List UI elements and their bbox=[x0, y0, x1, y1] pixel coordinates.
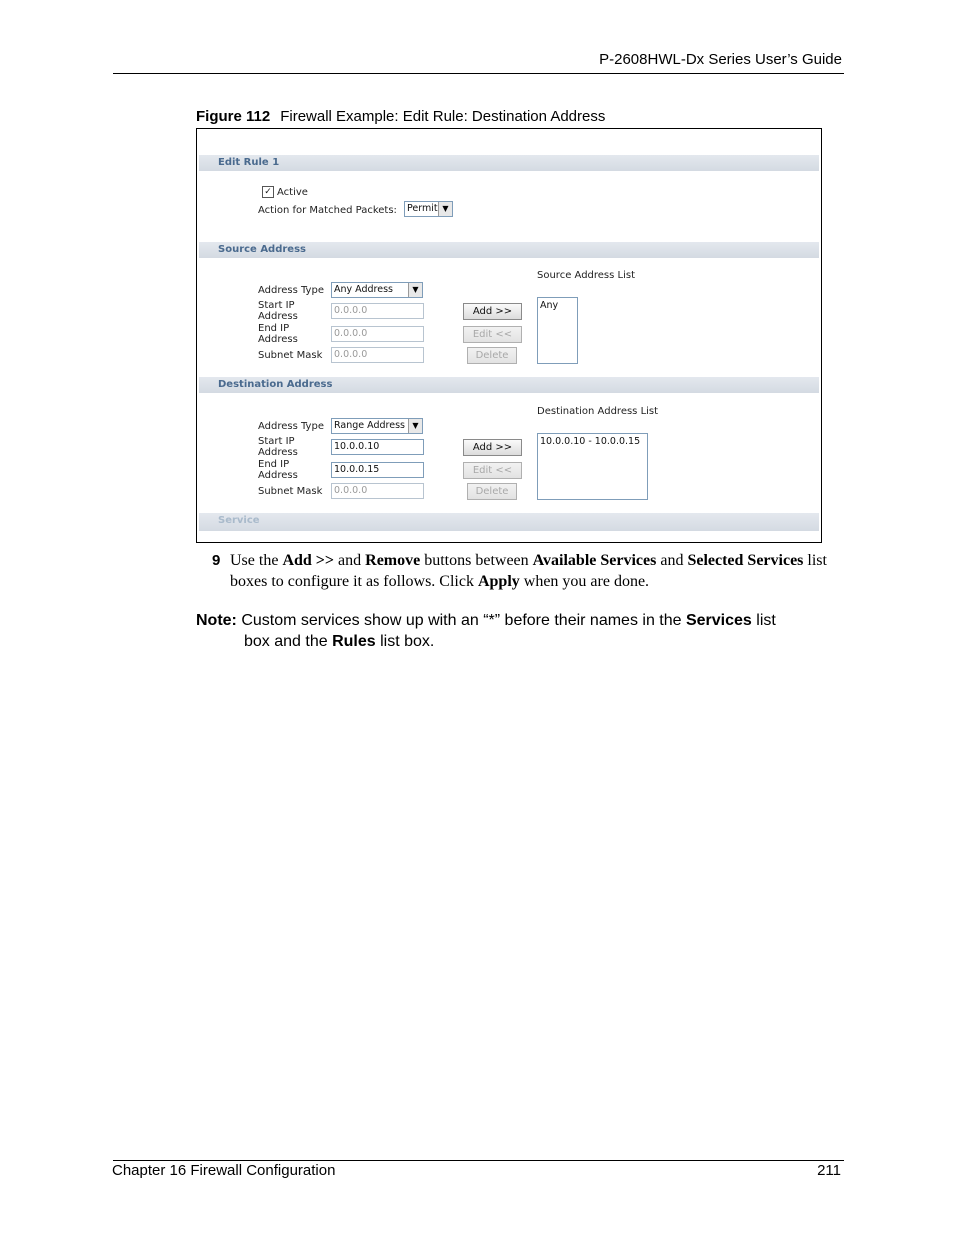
chevron-down-icon: ▼ bbox=[408, 283, 422, 297]
destination-end-ip-label-line1: End IP bbox=[258, 459, 290, 470]
step-text-part: when you are done. bbox=[519, 573, 650, 590]
step-bold-add: Add >> bbox=[282, 552, 335, 569]
source-end-ip-label-line2: Address bbox=[258, 334, 298, 345]
active-label: Active bbox=[277, 187, 308, 198]
step-text-part: and bbox=[656, 552, 688, 569]
source-start-ip-label bbox=[258, 300, 298, 322]
destination-address-type-select[interactable] bbox=[331, 418, 423, 434]
note-bold-services: Services bbox=[685, 612, 752, 629]
list-item[interactable]: 10.0.0.10 - 10.0.0.15 bbox=[540, 436, 641, 447]
chevron-down-icon: ▼ bbox=[438, 202, 452, 216]
footer-chapter: Chapter 16 Firewall Configuration bbox=[112, 1162, 336, 1179]
footer-rule bbox=[113, 1160, 844, 1161]
chevron-down-icon: ▼ bbox=[408, 419, 422, 433]
source-start-ip-label-line2: Address bbox=[258, 311, 298, 322]
destination-address-type-label: Address Type bbox=[258, 421, 324, 432]
destination-start-ip-label-line1: Start IP bbox=[258, 436, 295, 447]
destination-address-heading: Destination Address bbox=[199, 377, 819, 393]
note-bold-rules: Rules bbox=[332, 633, 376, 650]
source-address-list[interactable] bbox=[537, 297, 578, 364]
source-end-ip-input[interactable]: 0.0.0.0 bbox=[331, 326, 424, 342]
destination-end-ip-input[interactable]: 10.0.0.15 bbox=[331, 462, 424, 478]
destination-edit-button[interactable]: Edit << bbox=[463, 462, 522, 479]
page-number: 211 bbox=[817, 1162, 841, 1179]
note-text-part: box and the bbox=[244, 633, 333, 650]
note-text-part: list bbox=[751, 612, 776, 629]
list-item[interactable]: Any bbox=[540, 300, 559, 311]
destination-address-list[interactable] bbox=[537, 433, 648, 500]
source-start-ip-input[interactable]: 0.0.0.0 bbox=[331, 303, 424, 319]
source-address-list-label: Source Address List bbox=[537, 270, 636, 281]
source-end-ip-label bbox=[258, 323, 298, 345]
running-header: P-2608HWL-Dx Series User’s Guide bbox=[599, 51, 842, 68]
step-text-part: buttons between bbox=[420, 552, 533, 569]
edit-rule-heading: Edit Rule 1 bbox=[199, 155, 819, 171]
destination-start-ip-label-line2: Address bbox=[258, 447, 298, 458]
step-text-part: and bbox=[334, 552, 366, 569]
action-select-value: Permit bbox=[407, 203, 438, 214]
note-text-part: list box. bbox=[375, 633, 435, 650]
destination-start-ip-label bbox=[258, 436, 298, 458]
source-address-heading: Source Address bbox=[199, 242, 819, 258]
note-label: Note: bbox=[196, 612, 237, 629]
destination-end-ip-label bbox=[258, 459, 298, 481]
destination-delete-button[interactable]: Delete bbox=[467, 483, 517, 500]
step-bold-available-services: Available Services bbox=[532, 552, 657, 569]
source-end-ip-label-line1: End IP bbox=[258, 323, 290, 334]
destination-subnet-mask-label: Subnet Mask bbox=[258, 486, 323, 497]
step-bold-apply: Apply bbox=[477, 573, 520, 590]
note-line-1 bbox=[196, 610, 836, 631]
step-instruction bbox=[230, 550, 842, 592]
note-paragraph bbox=[196, 610, 836, 652]
step-bold-selected-services: Selected Services bbox=[687, 552, 804, 569]
step-text-part: list boxes to configure it as follows. Click bbox=[230, 552, 827, 590]
action-label: Action for Matched Packets: bbox=[258, 205, 397, 216]
source-address-type-label: Address Type bbox=[258, 285, 324, 296]
note-line-2 bbox=[196, 631, 836, 652]
destination-end-ip-label-line2: Address bbox=[258, 470, 298, 481]
source-edit-button[interactable]: Edit << bbox=[463, 326, 522, 343]
action-select[interactable] bbox=[404, 201, 453, 217]
destination-address-type-value: Range Address bbox=[334, 420, 405, 431]
step-text-part: Use the bbox=[230, 552, 283, 569]
figure-title: Firewall Example: Edit Rule: Destination Address bbox=[280, 108, 606, 125]
figure-number: Figure 112 bbox=[196, 108, 271, 125]
step-bold-remove: Remove bbox=[365, 552, 421, 569]
destination-address-list-label: Destination Address List bbox=[537, 406, 659, 417]
header-rule bbox=[113, 73, 844, 74]
source-subnet-mask-input[interactable]: 0.0.0.0 bbox=[331, 347, 424, 363]
source-subnet-mask-label: Subnet Mask bbox=[258, 350, 323, 361]
source-delete-button[interactable]: Delete bbox=[467, 347, 517, 364]
source-add-button[interactable]: Add >> bbox=[463, 303, 522, 320]
firewall-edit-rule-screenshot bbox=[196, 128, 822, 543]
destination-subnet-mask-input[interactable]: 0.0.0.0 bbox=[331, 483, 424, 499]
source-address-type-value: Any Address bbox=[334, 284, 393, 295]
source-address-type-select[interactable] bbox=[331, 282, 423, 298]
figure-caption bbox=[196, 108, 605, 125]
source-start-ip-label-line1: Start IP bbox=[258, 300, 295, 311]
note-text-part: Custom services show up with an “*” before their names in the bbox=[236, 612, 686, 629]
destination-start-ip-input[interactable]: 10.0.0.10 bbox=[331, 439, 424, 455]
active-checkbox[interactable]: ✓ bbox=[262, 186, 274, 198]
service-heading: Service bbox=[199, 513, 819, 531]
destination-add-button[interactable]: Add >> bbox=[463, 439, 522, 456]
step-number: 9 bbox=[212, 552, 221, 569]
